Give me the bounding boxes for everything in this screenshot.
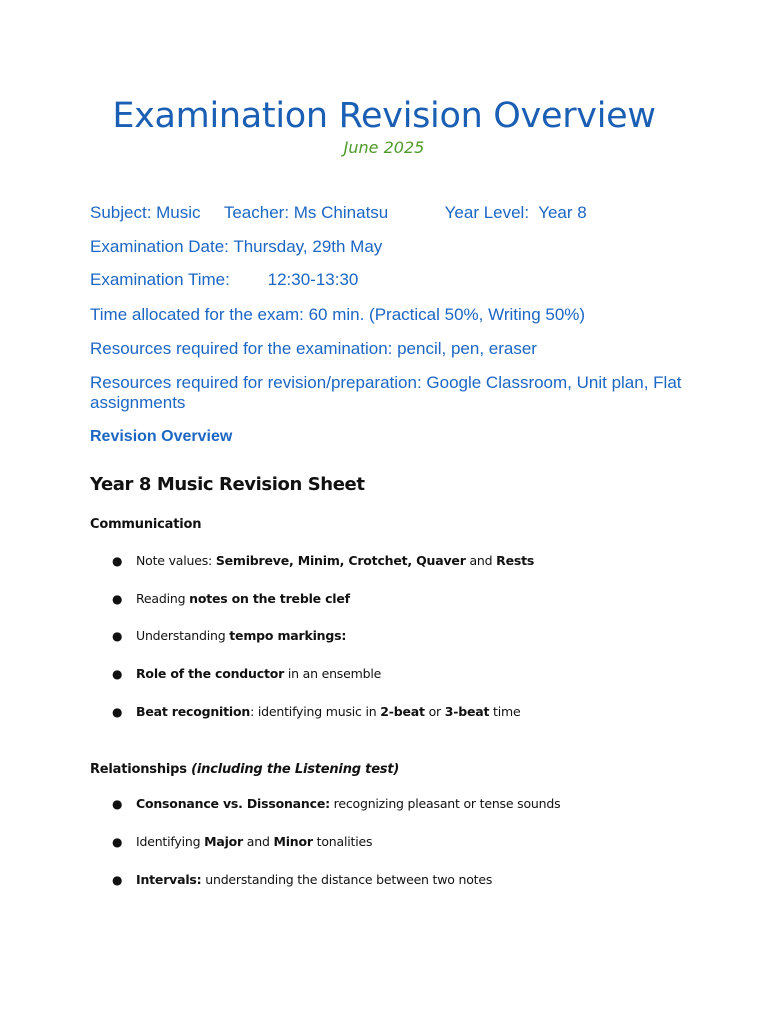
revision-sheet-title: Year 8 Music Revision Sheet: [90, 474, 365, 495]
bullet-icon: ●: [112, 554, 123, 568]
revision-overview-heading: Revision Overview: [90, 428, 233, 445]
exam-date-line: Examination Date: Thursday, 29th May: [90, 237, 383, 256]
relationships-heading: Relationships (including the Listening test): [90, 762, 400, 777]
resources-exam-line: Resources required for the examination: pencil, pen, eraser: [90, 339, 537, 358]
exam-time-line: Examination Time: 12:30-13:30: [90, 270, 359, 289]
bullet-icon: ●: [112, 629, 123, 643]
bullet-icon: ●: [112, 835, 123, 849]
bullet-icon: ●: [112, 873, 123, 887]
bullet-icon: ●: [112, 705, 123, 719]
communication-heading: Communication: [90, 517, 202, 532]
bullet-icon: ●: [112, 797, 123, 811]
bullet-icon: ●: [112, 667, 123, 681]
document-page: Examination Revision Overview June 2025 Subject: Music Teacher: Ms Chinatsu Year Level: Year 8 Examination Date: Thursday, 29th May Examination Time: 12:30-13:30 Time allocated for the exam: 60 min. (Practical 50%, Writing 50%) Resources required for the examination: pencil, pen, eraser Resources required for revision/preparation: Google Classroom, Unit plan, Flat assignments Revision Overview Year 8 Music Revision Sheet Communication ● Note values: Semibreve, Minim, Crotchet, Quaver and Rests ● Reading notes on the treble clef ● Understanding tempo markings: ● Role of the conductor in an ensemble ● Beat recognition: identifying music in 2-beat or 3-beat time Relationships (including the Listening test) ● Consonance vs. Dissonance: recognizing pleasant or tense sounds ● Identifying Major and Minor tonalities ● Intervals: understanding the distance between two notes: [0, 0, 768, 1024]
bullet-icon: ●: [112, 592, 123, 606]
page-title: Examination Revision Overview: [112, 96, 656, 136]
resources-revision-line: Resources required for revision/preparation: Google Classroom, Unit plan, Flat assignments: [90, 373, 682, 412]
time-allocated-line: Time allocated for the exam: 60 min. (Practical 50%, Writing 50%): [90, 305, 586, 324]
page-date: June 2025: [343, 138, 425, 157]
subject-teacher-year-line: Subject: Music Teacher: Ms Chinatsu Year Level: Year 8: [90, 203, 587, 222]
